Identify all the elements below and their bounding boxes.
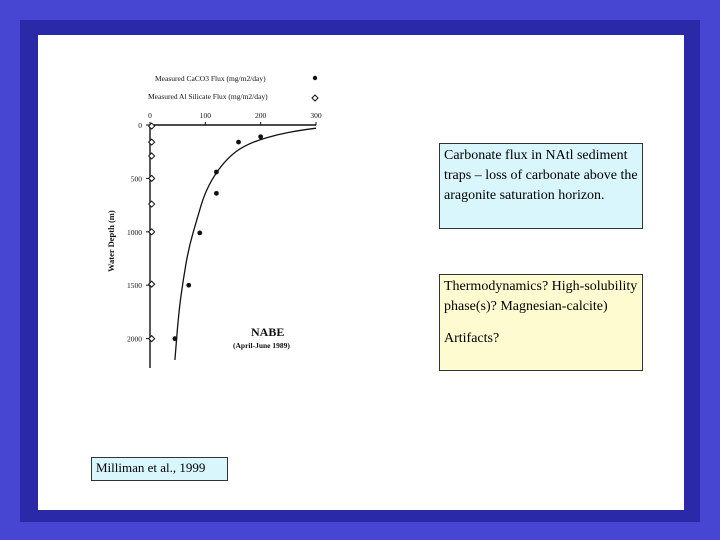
- legend-label-caco3: Measured CaCO3 Flux (mg/m2/day): [155, 74, 266, 83]
- carbonate-flux-box: [439, 143, 643, 229]
- y-tick-label: 0: [138, 121, 142, 130]
- legend-label-al-silicate: Measured Al Silicate Flux (mg/m2/day): [148, 92, 268, 101]
- y-axis-label: Water Depth (m): [106, 210, 116, 272]
- fit-curve: [175, 128, 316, 360]
- annotation-nabe: NABE: [251, 325, 285, 339]
- y-tick-label: 2000: [127, 334, 142, 344]
- citation-text: Milliman et al., 1999: [96, 460, 206, 475]
- chart-legend: [148, 74, 318, 101]
- legend-marker-filled-circle: [313, 76, 317, 80]
- caco3-flux-point: [214, 170, 219, 175]
- y-tick-label: 1500: [127, 281, 142, 291]
- data-points: [149, 123, 263, 342]
- x-tick-label: 100: [199, 111, 211, 120]
- hypotheses-box: [439, 274, 643, 371]
- caco3-flux-point: [186, 283, 191, 288]
- caco3-flux-point: [214, 191, 219, 196]
- caco3-flux-point: [197, 230, 202, 235]
- flux-depth-chart: [103, 68, 325, 373]
- x-tick-label: 0: [148, 111, 152, 120]
- y-tick-label: 500: [130, 174, 142, 184]
- x-ticks: [148, 111, 322, 125]
- artifacts-text: Artifacts?: [444, 331, 500, 346]
- x-tick-label: 200: [255, 111, 267, 120]
- y-tick-label: 1000: [127, 227, 142, 237]
- annotation-date: (April-June 1989): [233, 341, 290, 350]
- y-ticks: [127, 121, 150, 344]
- x-tick-label: 300: [310, 111, 322, 120]
- thermodynamics-text: Thermodynamics? High-solubility phase(s)? Magnesian-calcite): [444, 279, 638, 314]
- caco3-flux-point: [258, 134, 263, 139]
- citation-box: [91, 457, 228, 481]
- legend-marker-open-diamond: [312, 95, 318, 101]
- caco3-flux-point: [236, 140, 241, 145]
- caco3-flux-point: [173, 336, 178, 341]
- carbonate-flux-text: Carbonate flux in NAtl sediment traps – loss of carbonate above the aragonite saturation horizon.: [444, 148, 638, 203]
